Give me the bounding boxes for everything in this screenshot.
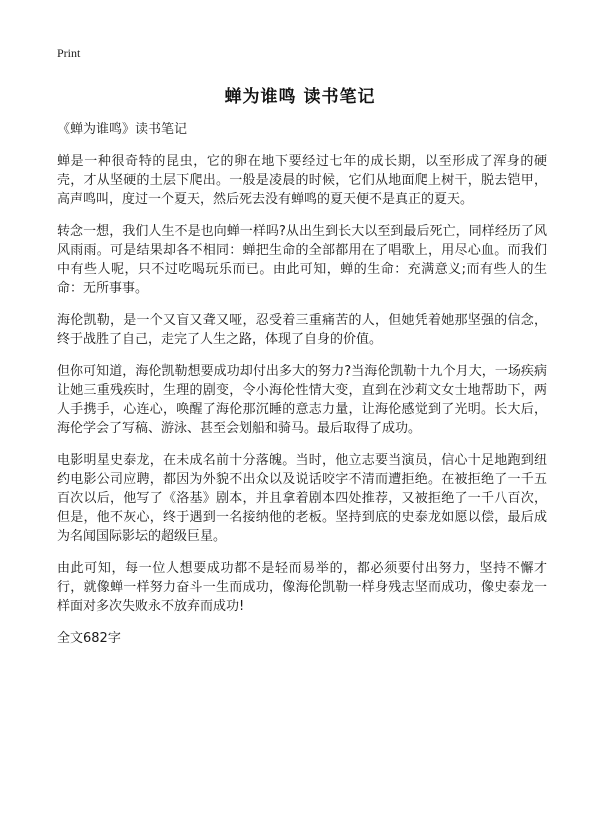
paragraph-reflection: 转念一想，我们人生不是也向蝉一样吗?从出生到长大以至到最后死亡，同样经历了风风雨雨。可是结果却各不相同：蝉把生命的全部都用在了唱歌上，用尽心血。而我们中有些人呢，只不过吃喝玩乐而已。由此可知，蝉的生命：充满意义;而有些人的生命：无所事事。 bbox=[57, 224, 547, 296]
page-title: 蝉为谁鸣 读书笔记 bbox=[224, 87, 376, 107]
paragraph-helen-keller-intro: 海伦凯勒，是一个又盲又聋又哑，忍受着三重痛苦的人，但她凭着她那坚强的信念，终于战胜了自己，走完了人生之路，体现了自身的价值。 bbox=[57, 313, 547, 347]
paragraph-stallone: 电影明星史泰龙，在未成名前十分落魄。当时，他立志要当演员，信心十足地跑到纽约电影公司应聘，都因为外貌不出众以及说话咬字不清而遭拒绝。在被拒绝了一千五百次以后，他写了《洛基》剧本，并且拿着剧本四处推荐，又被拒绝了一千八百次，但是，他不灰心，终于遇到一名接纳他的老板。坚持到底的史泰龙如愿以偿，最后成为名闻国际影坛的超级巨星。 bbox=[57, 453, 547, 544]
word-count: 全文682字 bbox=[57, 631, 121, 646]
paragraph-helen-keller-effort: 但你可知道，海伦凯勒想要成功却付出多大的努力?当海伦凯勒十九个月大，一场疾病让她三重残疾时，生理的剧变，令小海伦性情大变，直到在沙莉文女士地帮助下，两人手携手，心连心，唤醒了海伦那沉睡的意志力量，让海伦感觉到了光明。长大后，海伦学会了写稿、游泳、甚至会划船和骑马。最后取得了成功。 bbox=[57, 364, 547, 436]
paragraph-conclusion: 由此可知，每一位人想要成功都不是轻而易举的，都必须要付出努力，坚持不懈才行，就像蝉一样努力奋斗一生而成功，像海伦凯勒一样身残志坚而成功，像史泰龙一样面对多次失败永不放弃而成功! bbox=[57, 561, 547, 614]
paragraph-cicada: 蝉是一种很奇特的昆虫，它的卵在地下要经过七年的成长期，以至形成了浑身的硬壳，才从坚硬的土层下爬出。一般是凌晨的时候，它们从地面爬上树干，脱去铠甲，高声鸣叫，度过一个夏天，然后死去没有蝉鸣的夏天便不是真正的夏天。 bbox=[57, 154, 547, 207]
print-link[interactable]: Print bbox=[57, 46, 81, 60]
article-subtitle: 《蝉为谁鸣》读书笔记 bbox=[57, 122, 188, 137]
article-body bbox=[57, 120, 547, 648]
